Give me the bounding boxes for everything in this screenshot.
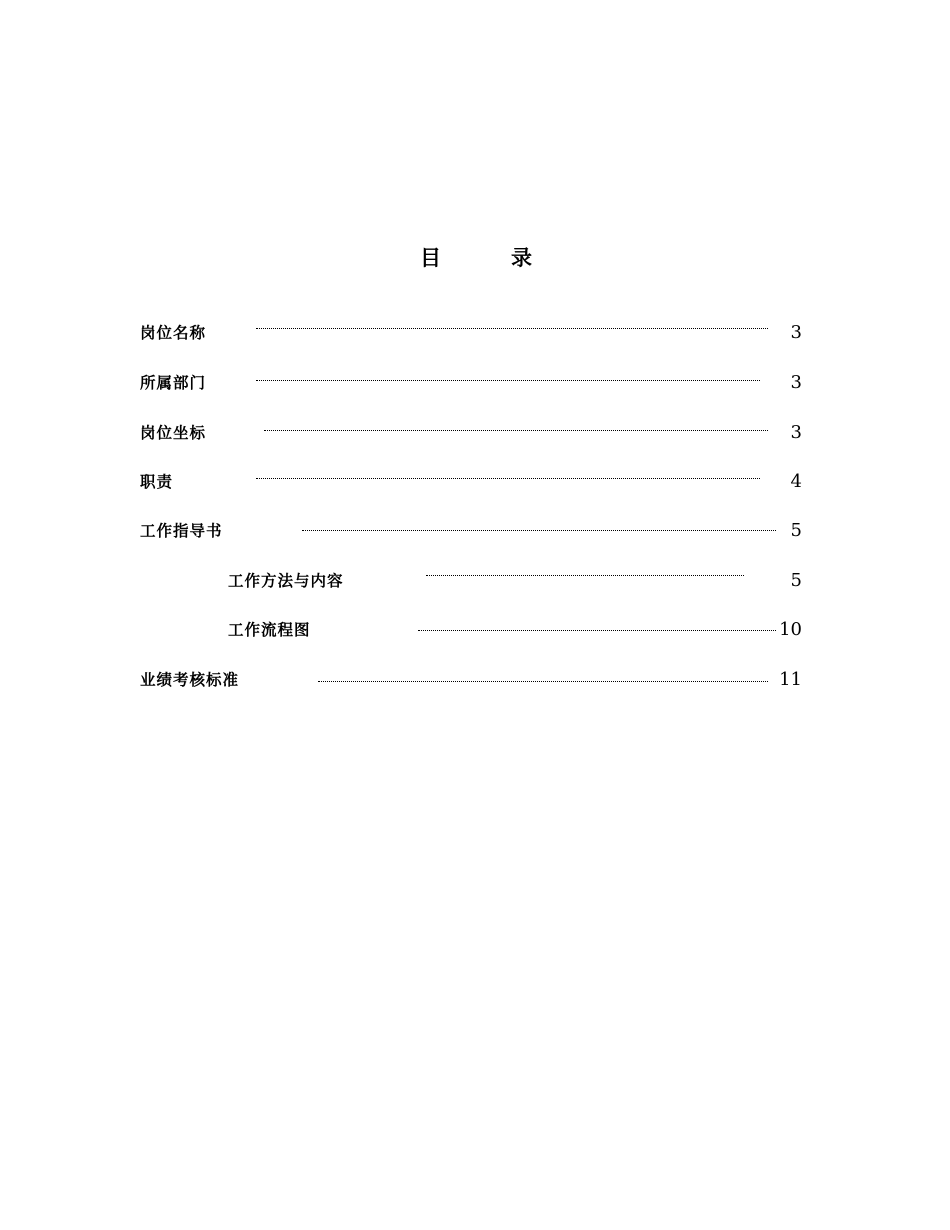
toc-entry-page-number: 5	[790, 520, 802, 541]
toc-entry[interactable]	[140, 519, 804, 543]
toc-entry-label: 职责	[140, 473, 174, 491]
toc-entry-label: 工作方法与内容	[228, 572, 344, 590]
toc-entry-page-number: 4	[790, 471, 802, 492]
toc-entry-label: 岗位坐标	[140, 424, 207, 442]
toc-entry-page-number: 10	[779, 619, 802, 640]
toc-entry-label: 工作流程图	[228, 621, 311, 639]
toc-entry-page-number: 3	[790, 422, 802, 443]
toc-entry-page-number: 3	[790, 322, 802, 343]
toc-entry[interactable]	[140, 421, 804, 445]
toc-title-char-2: 录	[511, 246, 532, 270]
toc-entry-leader	[256, 478, 760, 479]
toc-entry[interactable]	[140, 321, 804, 345]
toc-entry-label: 业绩考核标准	[140, 671, 240, 689]
toc-entry[interactable]	[140, 668, 804, 692]
toc-entry-leader	[426, 575, 744, 576]
toc-entry[interactable]	[140, 371, 804, 395]
toc-entry[interactable]	[140, 470, 804, 494]
toc-entry-page-number: 11	[779, 669, 802, 690]
toc-subentry[interactable]	[228, 569, 804, 593]
toc-entry-leader	[256, 328, 768, 329]
toc-entry-page-number: 5	[790, 570, 802, 591]
toc-title	[420, 242, 532, 272]
toc-entry-leader	[264, 430, 768, 431]
toc-entry-label: 所属部门	[140, 374, 207, 392]
toc-entry-page-number: 3	[790, 372, 802, 393]
toc-entry-leader	[318, 681, 768, 682]
toc-entry-leader	[418, 630, 776, 631]
toc-entry-label: 工作指导书	[140, 522, 223, 540]
toc-entry-leader	[256, 380, 760, 381]
toc-entry-label: 岗位名称	[140, 324, 207, 342]
toc-subentry[interactable]	[228, 618, 804, 642]
toc-title-char-1: 目	[420, 246, 441, 270]
toc-entry-leader	[302, 530, 776, 531]
